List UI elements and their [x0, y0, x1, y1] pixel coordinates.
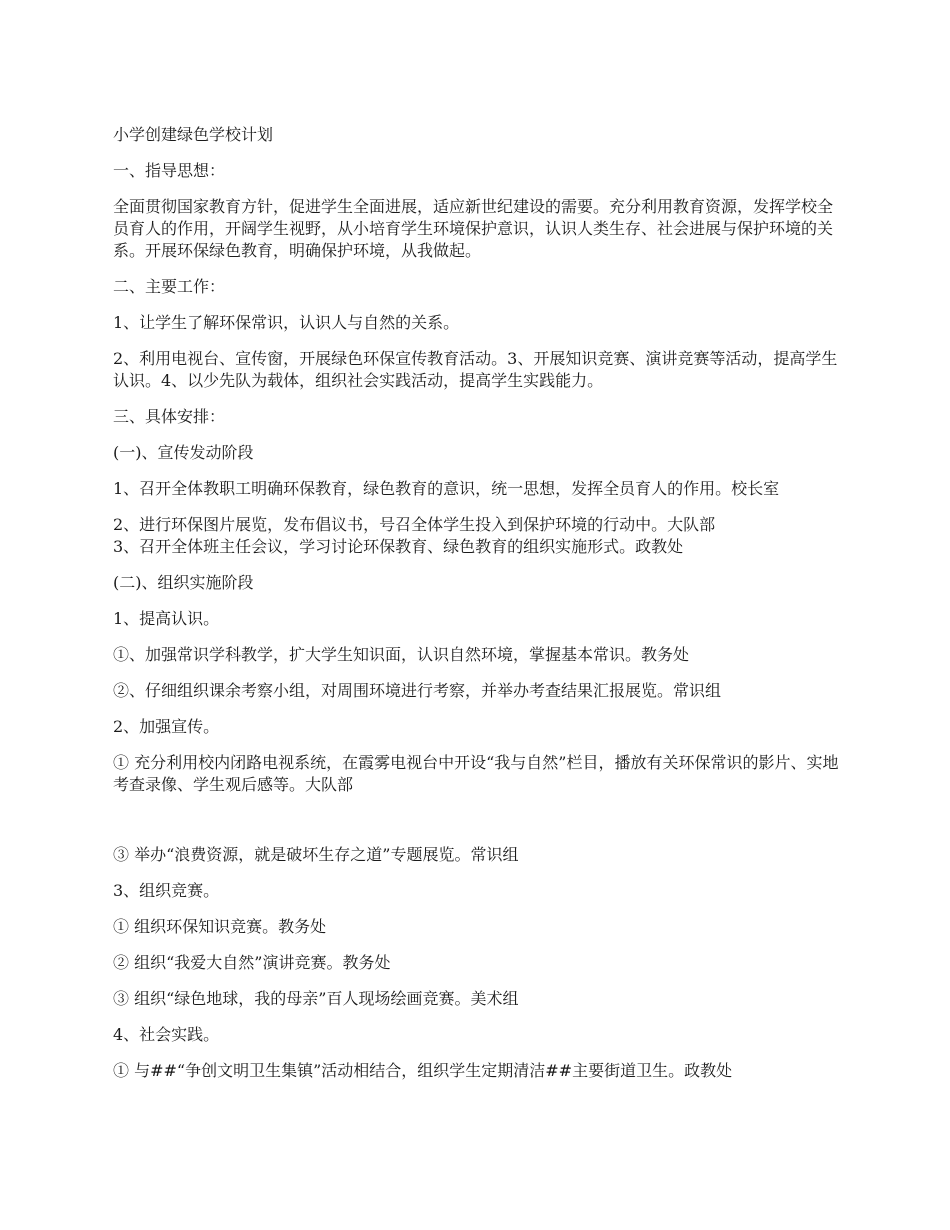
paragraph-work-1: 1、让学生了解环保常识，认识人与自然的关系。 — [113, 313, 460, 332]
item-social-practice: 4、社会实践。 — [113, 1025, 220, 1044]
document-title: 小学创建绿色学校计划 — [113, 125, 274, 144]
item-raise-awareness: 1、提高认识。 — [113, 609, 220, 628]
paragraph-publicity-2: 2、进行环保图片展览，发布倡议书，号召全体学生投入到保护环境的行动中。大队部 — [113, 515, 716, 534]
item-competition-b: ② 组织“我爱大自然”演讲竞赛。教务处 — [113, 953, 391, 972]
section-heading-guiding-thought: 一、指导思想： — [113, 161, 226, 180]
item-competition-a: ① 组织环保知识竞赛。教务处 — [113, 917, 327, 936]
item-organize-competition: 3、组织竞赛。 — [113, 881, 220, 900]
section-heading-arrangement: 三、具体安排： — [113, 407, 226, 426]
item-awareness-a: ①、加强常识学科教学，扩大学生知识面，认识自然环境，掌握基本常识。教务处 — [113, 645, 690, 664]
paragraph-publicity-1: 1、召开全体教职工明确环保教育，绿色教育的意识，统一思想，发挥全员育人的作用。校长室 — [113, 479, 780, 498]
paragraph-work-2-4: 2、利用电视台、宣传窗，开展绿色环保宣传教育活动。3、开展知识竞赛、演讲竞赛等活动，提高学生认识。4、以少先队为载体，组织社会实践活动，提高学生实践能力。 — [113, 349, 838, 390]
item-publicity-c: ③ 举办“浪费资源，就是破坏生存之道”专题展览。常识组 — [113, 845, 519, 864]
item-practice-a: ① 与##“争创文明卫生集镇”活动相结合，组织学生定期清洁##主要街道卫生。政教处 — [113, 1061, 733, 1080]
item-strengthen-publicity: 2、加强宣传。 — [113, 717, 220, 736]
paragraph-publicity-3: 3、召开全体班主任会议，学习讨论环保教育、绿色教育的组织实施形式。政教处 — [113, 537, 684, 556]
subsection-heading-publicity: (一)、宣传发动阶段 — [113, 443, 254, 462]
blank-gap — [113, 810, 843, 844]
paragraph-guiding-thought: 全面贯彻国家教育方针，促进学生全面进展，适应新世纪建设的需要。充分利用教育资源，发挥学校全员育人的作用，开阔学生视野，从小培育学生环境保护意识，认识人类生存、社会进展与保护环境的关系。开展环保绿色教育，明确保护环境，从我做起。 — [113, 197, 834, 260]
document-page — [113, 124, 843, 1096]
subsection-heading-implementation: (二)、组织实施阶段 — [113, 573, 254, 592]
item-publicity-a: ① 充分利用校内闭路电视系统，在霞雾电视台中开设“我与自然”栏目，播放有关环保常识的影片、实地考查录像、学生观后感等。大队部 — [113, 753, 839, 794]
section-heading-main-work: 二、主要工作： — [113, 277, 226, 296]
item-awareness-b: ②、仔细组织课余考察小组，对周围环境进行考察，并举办考查结果汇报展览。常识组 — [113, 681, 722, 700]
item-competition-c: ③ 组织“绿色地球，我的母亲”百人现场绘画竞赛。美术组 — [113, 989, 519, 1008]
